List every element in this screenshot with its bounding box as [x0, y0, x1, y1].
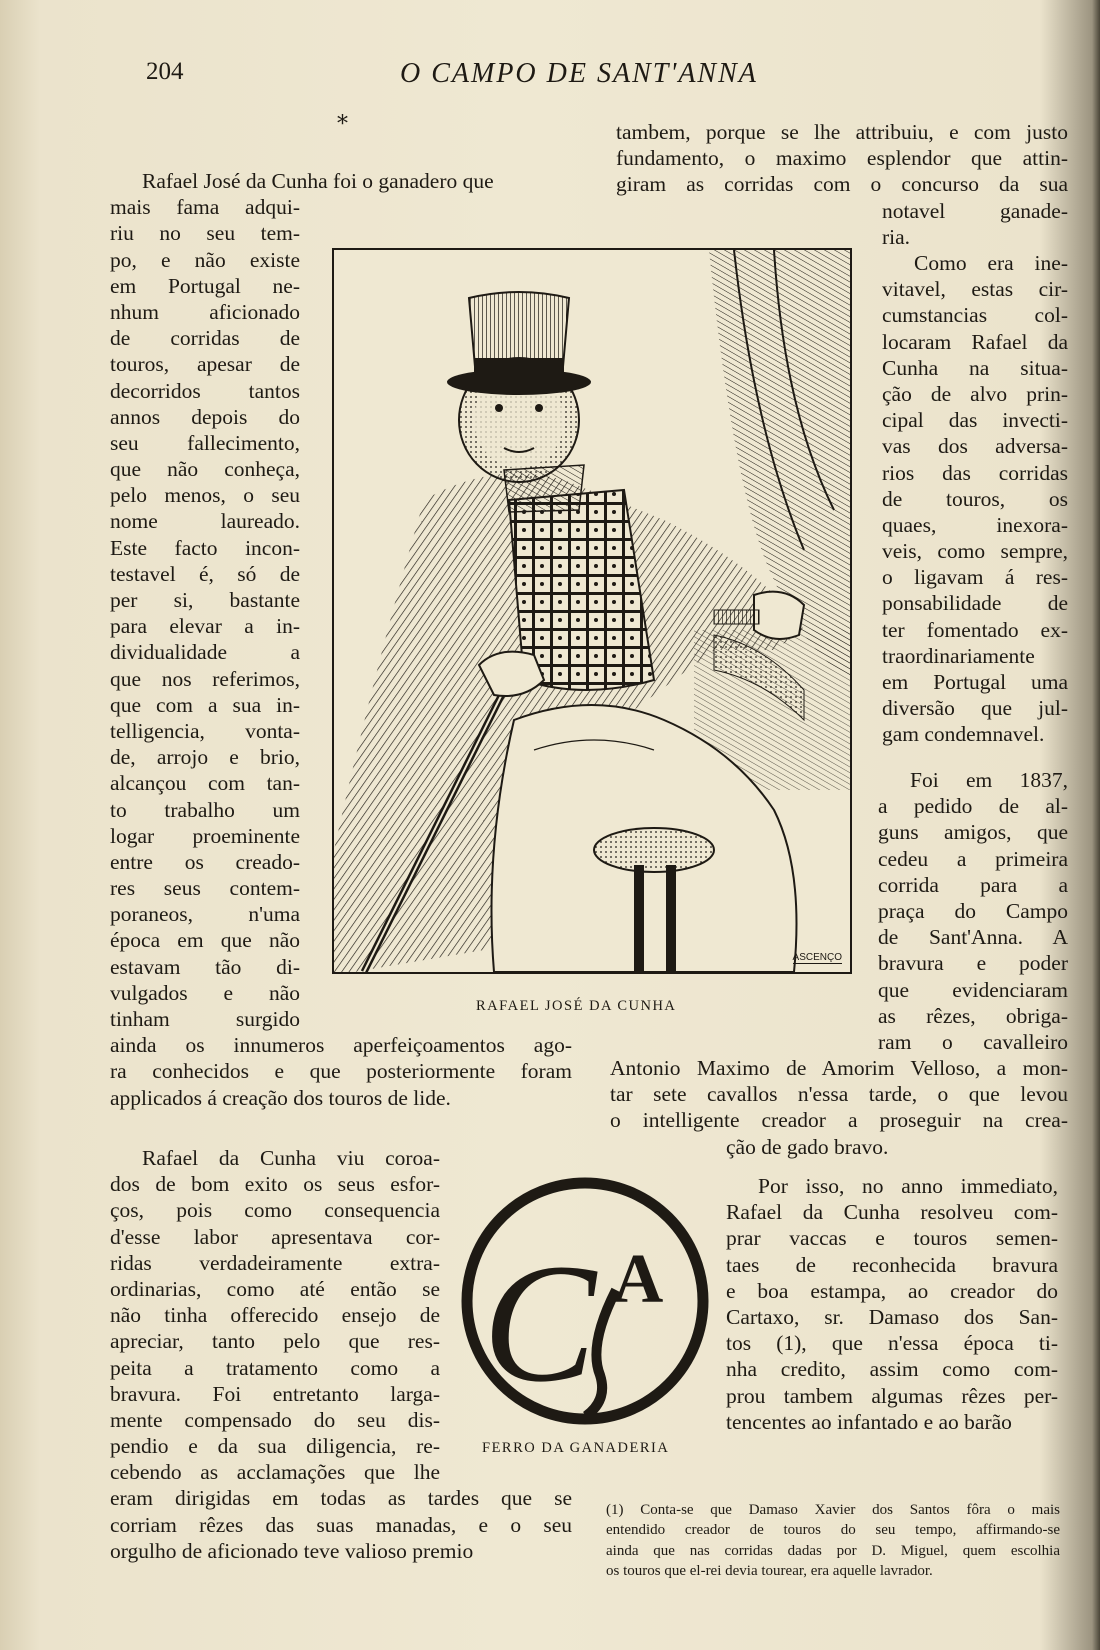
section-ornament: *	[337, 112, 348, 137]
text-line: Este facto incon-	[110, 535, 300, 560]
text-line: Antonio Maximo de Amorim Velloso, a mon-	[610, 1056, 1068, 1081]
text-line: entre os creado-	[110, 849, 300, 874]
text-line: que evidenciaram	[878, 977, 1068, 1002]
right-column-paragraph-1	[616, 119, 1068, 250]
text-line: locaram Rafael da	[882, 329, 1068, 354]
text-line: ponsabilidade de	[882, 591, 1068, 616]
text-line: ter fomentado ex-	[882, 617, 1068, 642]
text-line: peita a tratamento como a	[110, 1355, 440, 1380]
text-line: eram dirigidas em todas as tardes que se	[110, 1486, 572, 1511]
text-line: tar sete cavallos n'essa tarde, o que levou	[610, 1082, 1068, 1107]
text-line: em Portugal uma	[882, 670, 1068, 694]
brand-letter-a: A	[612, 1241, 664, 1318]
text-line: Por isso, no anno immediato,	[758, 1174, 1058, 1198]
running-title: O CAMPO DE SANT'ANNA	[400, 58, 758, 89]
text-line: ria.	[882, 224, 911, 249]
text-line: para elevar a in-	[110, 614, 300, 639]
text-line: bravura. Foi entretanto larga-	[110, 1381, 440, 1406]
text-line: logar proeminente	[110, 823, 300, 848]
text-line: mais fama adqui-	[110, 195, 300, 220]
text-line: bravura e poder	[878, 951, 1068, 976]
footnote	[606, 1500, 1060, 1581]
text-line: e boa estampa, ao creador do	[726, 1278, 1058, 1303]
text-line: ços, pois como consequencia	[110, 1198, 440, 1223]
text-line: d'esse labor apresentava cor-	[110, 1224, 440, 1249]
text-line: veis, como sempre,	[882, 539, 1068, 564]
text-line: alcançou com tan-	[110, 771, 300, 796]
text-line: seu fallecimento,	[110, 430, 300, 455]
text-line: ordinarias, como até então se	[110, 1276, 440, 1301]
text-line: de, arrojo e brio,	[110, 745, 300, 770]
text-line: ainda os innumeros aperfeiçoamentos ago-	[110, 1033, 572, 1058]
right-hand	[754, 592, 804, 639]
text-line: prou tambem algumas rêzes per-	[726, 1383, 1058, 1408]
text-line: entendido creador de touros do seu tempo, affirmando-se	[606, 1522, 1060, 1539]
text-line: gam condemnavel.	[882, 722, 1045, 747]
text-line: poraneos, n'uma	[110, 902, 300, 927]
text-line: telligencia, vonta-	[110, 718, 300, 743]
text-line: (1) Conta-se que Damaso Xavier dos Santos fôra o mais	[606, 1502, 1060, 1518]
text-line: cipal das invecti-	[882, 408, 1068, 433]
brand-caption: FERRO DA GANADERIA	[482, 1440, 670, 1456]
text-line: Cartaxo, sr. Damaso dos San-	[726, 1304, 1058, 1329]
text-line: nha credito, assim como com-	[726, 1357, 1058, 1382]
text-line: que nos referimos,	[110, 666, 300, 691]
portrait-caption: RAFAEL JOSÉ DA CUNHA	[476, 998, 677, 1014]
text-line: época em que não	[110, 928, 300, 953]
text-line: de corridas de	[110, 326, 300, 351]
text-line: corrida para a	[878, 872, 1068, 897]
page-number: 204	[146, 58, 184, 85]
text-line: touros, apesar de	[110, 352, 300, 377]
artist-signature: ASCENÇO	[792, 952, 842, 963]
text-line: tencentes ao infantado e ao barão	[726, 1409, 1012, 1434]
text-line: ainda que nas corridas dadas por D. Miguel, quem escolhia	[606, 1542, 1060, 1559]
text-line: mente compensado do seu dis-	[110, 1407, 440, 1432]
text-line: diversão que jul-	[882, 696, 1068, 721]
text-line: dividualidade a	[110, 640, 300, 665]
text-line: guns amigos, que	[878, 820, 1068, 845]
text-line: pendio e da sua diligencia, re-	[110, 1434, 440, 1459]
text-line: fundamento, o maximo esplendor que attin-	[616, 146, 1068, 171]
text-line: Rafael José da Cunha foi o ganadero que	[142, 169, 494, 193]
text-line: Rafael da Cunha viu coroa-	[142, 1146, 440, 1170]
right-column-paragraph-4	[726, 1173, 1058, 1435]
text-line: o intelligente creador a proseguir na crea-	[610, 1108, 1068, 1133]
cattle-brand-mark	[458, 1170, 712, 1432]
text-line: vas dos adversa-	[882, 434, 1068, 459]
text-line: tinham surgido	[110, 1007, 300, 1031]
text-line: orgulho de aficionado teve valioso premio	[110, 1538, 474, 1563]
stool	[594, 828, 714, 872]
text-line: de Sant'Anna. A	[878, 925, 1068, 950]
text-line: Foi em 1837,	[910, 768, 1068, 792]
brand-letter-c: C	[482, 1229, 596, 1417]
text-line: prar vaccas e touros semen-	[726, 1226, 1058, 1251]
text-line: ção de alvo prin-	[882, 381, 1068, 406]
text-line: po, e não existe	[110, 247, 300, 272]
text-line: notavel ganade-	[882, 198, 1068, 223]
text-line: de touros, os	[882, 486, 1068, 511]
text-line: vitavel, estas cir-	[882, 277, 1068, 302]
text-line: Cunha na situa-	[882, 355, 1068, 380]
right-column-paragraph-2	[882, 250, 1068, 748]
text-line: traordinariamente	[882, 643, 1035, 668]
text-line: res seus contem-	[110, 876, 300, 901]
text-line: giram as corridas com o concurso da sua	[616, 172, 1068, 197]
text-line: nome laureado.	[110, 509, 300, 534]
text-line: apreciar, tanto pelo que res-	[110, 1329, 440, 1354]
text-line: to trabalho um	[110, 797, 300, 822]
portrait-illustration	[334, 250, 850, 972]
text-line: o ligavam á res-	[882, 565, 1068, 590]
text-line: não tinha offerecido ensejo de	[110, 1303, 440, 1328]
text-line: ção de gado bravo.	[726, 1134, 889, 1159]
text-line: corriam rêzes das suas manadas, e o seu	[110, 1512, 572, 1537]
text-line: vulgados e não	[110, 980, 300, 1005]
portrait-engraving	[332, 248, 852, 974]
text-line: ridas verdadeiramente extra-	[110, 1250, 440, 1275]
text-line: que com a sua in-	[110, 692, 300, 717]
text-line: quaes, inexora-	[882, 512, 1068, 537]
text-line: rios das corridas	[882, 460, 1068, 485]
running-head	[0, 58, 1100, 98]
text-line: nhum aficionado	[110, 299, 300, 324]
text-line: as rêzes, obriga-	[878, 1003, 1068, 1028]
text-line: pelo menos, o seu	[110, 483, 300, 508]
text-line: cedeu a primeira	[878, 846, 1068, 871]
text-line: dos de bom exito os seus esfor-	[110, 1172, 440, 1197]
text-line: taes de reconhecida bravura	[726, 1252, 1058, 1277]
text-line: a pedido de al-	[878, 794, 1068, 819]
text-line: Rafael da Cunha resolveu com-	[726, 1200, 1058, 1225]
text-line: praça do Campo	[878, 898, 1068, 923]
text-line: tambem, porque se lhe attribuiu, e com justo	[616, 120, 1068, 144]
text-line: ram o cavalleiro	[878, 1029, 1068, 1054]
text-line: os touros que el-rei devia tourear, era aquelle lavrador.	[606, 1562, 933, 1579]
text-line: cebendo as acclamações que lhe	[110, 1460, 440, 1485]
text-line: cumstancias col-	[882, 303, 1068, 328]
text-line: ra conhecidos e que posteriormente foram	[110, 1059, 572, 1084]
text-line: tos (1), que n'essa época ti-	[726, 1331, 1058, 1356]
text-line: riu no seu tem-	[110, 221, 300, 246]
text-line: annos depois do	[110, 404, 300, 429]
text-line: applicados á creação dos touros de lide.	[110, 1085, 451, 1110]
text-line: que não conheça,	[110, 457, 300, 482]
text-line: em Portugal ne-	[110, 273, 300, 298]
text-line: decorridos tantos	[110, 378, 300, 403]
text-line: testavel é, só de	[110, 561, 300, 586]
text-line: Como era ine-	[914, 251, 1068, 275]
text-line: estavam tão di-	[110, 954, 300, 979]
text-line: per si, bastante	[110, 588, 300, 612]
